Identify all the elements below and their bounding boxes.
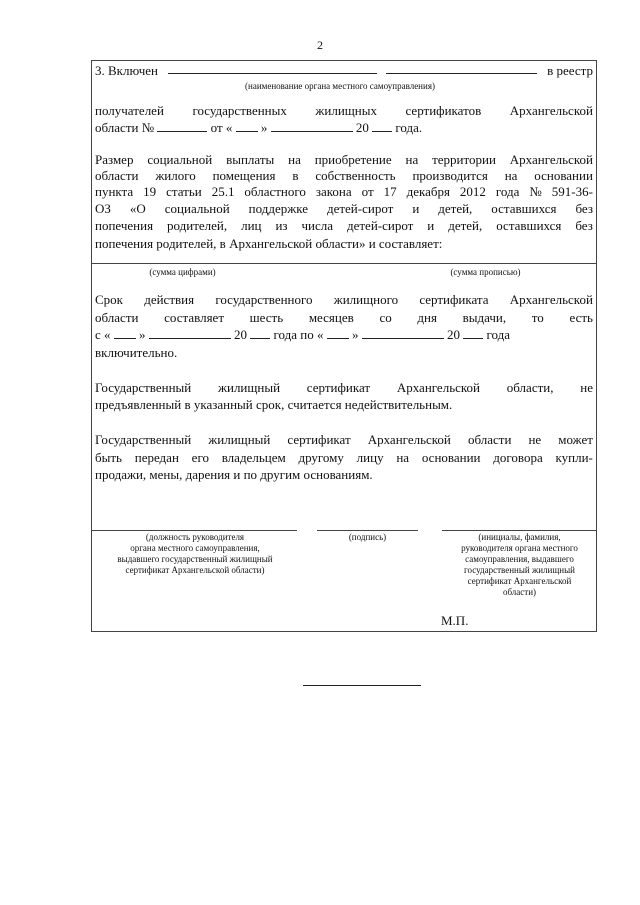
- registry-month-field[interactable]: [271, 121, 353, 132]
- word: жилищных: [315, 103, 377, 118]
- to-year-prefix: 20: [447, 327, 461, 342]
- caption-position-line: выдавшего государственный жилищный: [117, 554, 273, 564]
- word: детей,: [438, 201, 473, 216]
- word: 591-36-: [551, 184, 593, 199]
- registry-no-label: области №: [95, 120, 155, 135]
- word: сертификат: [287, 432, 351, 447]
- payment-line-4: [95, 201, 593, 217]
- word: области: [467, 432, 512, 447]
- to-year-field[interactable]: [463, 328, 483, 339]
- word: купли-: [555, 450, 593, 465]
- date-close-quote: »: [260, 120, 268, 135]
- validity-line-1: [95, 292, 593, 308]
- word: области: [95, 168, 139, 183]
- word: закона: [315, 184, 352, 199]
- validity-line-4: включительно.: [95, 345, 178, 360]
- word: №: [529, 184, 542, 199]
- word: территории: [432, 152, 496, 167]
- year-suffix: года.: [395, 120, 423, 135]
- caption-initials-line: государственный жилищный: [464, 565, 575, 575]
- caption-initials: [442, 532, 597, 598]
- word: поддержке: [248, 201, 308, 216]
- word: лицу: [356, 450, 384, 465]
- word: в: [292, 168, 299, 183]
- registry-year-field[interactable]: [372, 121, 392, 132]
- word: 17: [383, 184, 397, 199]
- word: есть: [569, 310, 593, 325]
- word: детей-сирот: [346, 218, 414, 233]
- word: передан: [134, 450, 179, 465]
- word: помещения: [212, 168, 276, 183]
- word: лиц: [241, 218, 262, 233]
- registry-number-field[interactable]: [157, 121, 207, 132]
- word: сертификата: [419, 292, 489, 307]
- word: государственных: [192, 103, 287, 118]
- year-prefix: 20: [355, 120, 369, 135]
- word: его: [191, 450, 209, 465]
- to-close-quote: »: [352, 327, 359, 342]
- word: владельцем: [221, 450, 286, 465]
- word: может: [558, 432, 593, 447]
- section3-prefix: 3. Включен: [95, 63, 158, 78]
- word: от: [361, 184, 374, 199]
- section3-line3: [95, 120, 593, 136]
- position-signature-line[interactable]: [91, 530, 297, 531]
- word: родителей,: [167, 218, 228, 233]
- word: ОЗ: [95, 201, 111, 216]
- word: месяцев: [308, 310, 354, 325]
- word: пункта: [95, 184, 134, 199]
- word: Архангельской: [509, 103, 593, 118]
- word: и: [412, 201, 420, 216]
- payment-line-5: [95, 218, 593, 234]
- payment-line-6: попечения родителей, в Архангельской области» и составляет:: [95, 236, 443, 251]
- stamp-label: [441, 613, 501, 629]
- caption-initials-line: (инициалы, фамилия,: [478, 532, 561, 542]
- word: Государственный: [95, 380, 192, 395]
- organ-field[interactable]: [168, 63, 377, 74]
- payment-line-1: [95, 152, 593, 168]
- word: со: [379, 310, 392, 325]
- word: жилищный: [218, 380, 281, 395]
- caption-position: [92, 532, 298, 576]
- word: Архангельской: [509, 152, 593, 167]
- to-month-field[interactable]: [362, 328, 444, 339]
- word: 19: [143, 184, 157, 199]
- word: декабря: [406, 184, 450, 199]
- word: числа: [301, 218, 334, 233]
- word: другому: [298, 450, 344, 465]
- word: областного: [244, 184, 306, 199]
- date-open-quote: от «: [210, 120, 233, 135]
- word: без: [575, 201, 593, 216]
- caption-organ: (наименование органа местного самоуправления): [245, 81, 435, 91]
- page-number: 2: [317, 38, 323, 52]
- word: основании: [421, 450, 481, 465]
- word: Размер: [95, 152, 134, 167]
- word: действия: [144, 292, 195, 307]
- word: Архангельской: [367, 432, 451, 447]
- word: «О: [129, 201, 146, 216]
- caption-initials-line: самоуправления, выдавшего: [465, 554, 574, 564]
- signature-line[interactable]: [317, 530, 418, 531]
- word: области,: [506, 380, 554, 395]
- caption-position-line: органа местного самоуправления,: [130, 543, 260, 553]
- word: Архангельской: [509, 292, 593, 307]
- to-day-field[interactable]: [327, 328, 349, 339]
- caption-signature: (подпись): [348, 532, 387, 542]
- word: и: [427, 218, 435, 233]
- from-year-field[interactable]: [250, 328, 270, 339]
- word: социальной: [147, 152, 213, 167]
- invalid-line-1: [95, 380, 593, 396]
- word: получателей: [95, 103, 164, 118]
- to-label: года по «: [273, 327, 324, 342]
- word: попечения: [95, 218, 154, 233]
- word: года: [495, 184, 520, 199]
- caption-initials-line: руководителя органа местного: [461, 543, 578, 553]
- from-close-quote: »: [139, 327, 146, 342]
- registry-day-field[interactable]: [236, 121, 258, 132]
- word: не: [528, 432, 542, 447]
- word: 2012: [459, 184, 486, 199]
- from-day-field[interactable]: [114, 328, 136, 339]
- word: детей-сирот: [326, 201, 394, 216]
- word: выдачи,: [462, 310, 507, 325]
- from-year-prefix: 20: [234, 327, 248, 342]
- word: сертификатов: [405, 103, 482, 118]
- caption-position-line: (должность руководителя: [145, 532, 245, 542]
- word: не: [580, 380, 593, 395]
- from-month-field[interactable]: [149, 328, 231, 339]
- word: статьи: [166, 184, 202, 199]
- word: социальной: [164, 201, 230, 216]
- invalid-line-2: предъявленный в указанный срок, считается недействительным.: [95, 397, 453, 412]
- transfer-line-3: продажи, мены, дарения и по другим основаниям.: [95, 467, 373, 482]
- word: договора: [493, 450, 543, 465]
- validity-line-2: [95, 310, 593, 326]
- word: составляет: [164, 310, 224, 325]
- validity-line-3: [95, 327, 593, 343]
- payment-line-2: [95, 168, 593, 184]
- word: детей,: [448, 218, 483, 233]
- word: М.П.: [441, 613, 469, 628]
- word: без: [575, 218, 593, 233]
- section3-line2: [95, 103, 593, 119]
- word: из: [275, 218, 288, 233]
- word: Государственный: [95, 432, 192, 447]
- footer-rule: [303, 685, 421, 686]
- word: основании: [534, 168, 593, 183]
- word: государственного: [215, 292, 313, 307]
- from-label: с «: [95, 327, 111, 342]
- caption-initials-line: сертификат Архангельской: [467, 576, 572, 586]
- transfer-line-1: [95, 432, 593, 448]
- word: то: [531, 310, 544, 325]
- word: приобретение: [314, 152, 392, 167]
- word: 25.1: [211, 184, 235, 199]
- word: на: [396, 450, 410, 465]
- transfer-line-2: [95, 450, 593, 466]
- word: оставшихся: [496, 218, 562, 233]
- word: сертификат: [306, 380, 371, 395]
- word: области: [95, 310, 139, 325]
- initials-signature-line[interactable]: [442, 530, 597, 531]
- word: производится: [412, 168, 488, 183]
- section3-line1: [95, 63, 593, 79]
- word: выплаты: [226, 152, 275, 167]
- word: на: [288, 152, 301, 167]
- word: на: [405, 152, 419, 167]
- to-year-suffix: года: [486, 327, 511, 342]
- caption-amount-words: (сумма прописью): [450, 267, 521, 277]
- caption-position-line: сертификат Архангельской области): [125, 565, 265, 575]
- payment-line-3: [95, 184, 593, 200]
- organ-field-cont[interactable]: [386, 63, 537, 74]
- word: шесть: [249, 310, 284, 325]
- word: жилищного: [333, 292, 399, 307]
- word: жилого: [155, 168, 196, 183]
- word: Архангельской: [396, 380, 481, 395]
- word: дня: [417, 310, 437, 325]
- caption-initials-line: области): [502, 587, 537, 597]
- word: жилищный: [208, 432, 271, 447]
- caption-amount-digits: (сумма цифрами): [149, 267, 216, 277]
- section3-suffix: в реестр: [547, 63, 593, 78]
- word: Срок: [95, 292, 123, 307]
- word: собственность: [315, 168, 396, 183]
- amount-field-line[interactable]: [91, 263, 597, 264]
- word: на: [504, 168, 518, 183]
- word: оставшихся: [491, 201, 557, 216]
- word: быть: [95, 450, 122, 465]
